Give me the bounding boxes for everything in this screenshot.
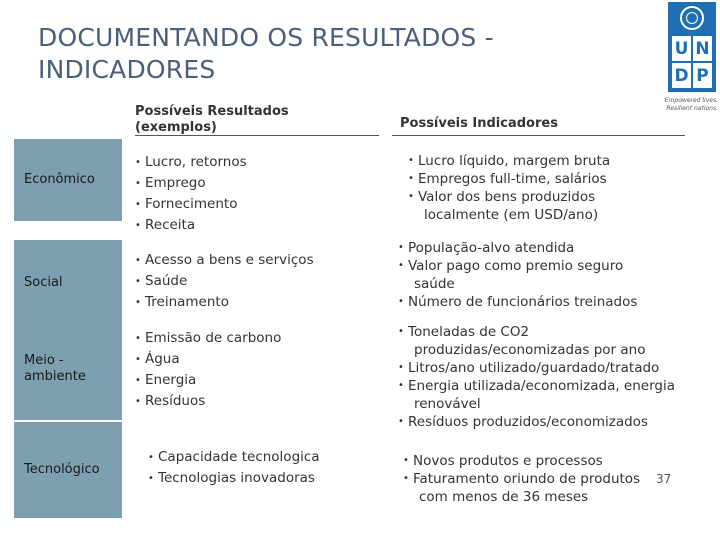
header-results: Possíveis Resultados (exemplos) [135, 104, 289, 135]
list-item: • Receita [135, 215, 385, 236]
slide-title: DOCUMENTANDO OS RESULTADOS - INDICADORES [38, 23, 494, 84]
item-text: Número de funcionários treinados [408, 294, 638, 310]
header-indicators-divider [392, 135, 685, 136]
category-economic [14, 139, 122, 221]
item-text: Litros/ano utilizado/guardado/tratado [408, 360, 660, 376]
results-list-economic [135, 152, 385, 236]
list-item: • Emissão de carbono [135, 328, 385, 349]
category-social [14, 240, 122, 326]
list-item: • Saúde [135, 271, 385, 292]
list-item [398, 293, 688, 311]
list-item [408, 170, 688, 188]
list-item: • Tecnologias inovadoras [148, 468, 388, 489]
indicators-list-technological [403, 452, 688, 506]
logo-letters [672, 36, 712, 88]
item-text: Lucro líquido, margem bruta [418, 153, 611, 169]
category-label: Social [24, 275, 63, 290]
list-item [408, 152, 688, 170]
category-label: Econômico [24, 172, 95, 187]
indicators-list-social [398, 239, 688, 311]
item-text: Valor pago como premio seguro [408, 258, 624, 274]
category-label: Meio - ambiente [24, 353, 86, 384]
list-item: • Lucro, retornos [135, 152, 385, 173]
item-continuation: com menos de 36 meses [419, 489, 589, 505]
list-item [398, 323, 690, 359]
item-text: Toneladas de CO2 [408, 324, 530, 340]
results-list-social [135, 250, 385, 313]
item-continuation: saúde [414, 276, 455, 292]
list-item: • Capacidade tecnologica [148, 447, 388, 468]
list-item [398, 359, 690, 377]
list-item: • Resíduos [135, 391, 385, 412]
list-item [398, 239, 688, 257]
header-results-divider [135, 135, 379, 136]
list-item: • Acesso a bens e serviços [135, 250, 385, 271]
indicators-list-environment [398, 323, 690, 431]
list-item [408, 188, 688, 224]
list-item [403, 452, 688, 470]
list-item: • Água [135, 349, 385, 370]
item-text: População-alvo atendida [408, 240, 575, 256]
item-text: Empregos full-time, salários [418, 171, 607, 187]
list-item [398, 377, 690, 413]
item-text: Novos produtos e processos [413, 453, 603, 469]
category-environment [14, 318, 122, 420]
header-indicators: Possíveis Indicadores [400, 116, 558, 131]
logo-letter: N [693, 36, 712, 61]
list-item [403, 470, 688, 506]
results-list-environment [135, 328, 385, 412]
slide-number: 37 [656, 472, 672, 486]
list-item: • Energia [135, 370, 385, 391]
item-text: Faturamento oriundo de produtos [413, 471, 641, 487]
item-text: Resíduos produzidos/economizados [408, 414, 648, 430]
logo-letter: P [693, 63, 712, 88]
list-item: • Fornecimento [135, 194, 385, 215]
list-item: • Treinamento [135, 292, 385, 313]
item-continuation: produzidas/economizadas por ano [414, 342, 646, 358]
indicators-list-economic [408, 152, 688, 224]
item-text: Energia utilizada/economizada, energia [408, 378, 676, 394]
list-item [398, 413, 690, 431]
logo-tagline: Empowered lives. Resilient nations. [664, 97, 718, 112]
category-technological [14, 422, 122, 518]
item-text: Valor dos bens produzidos [418, 189, 596, 205]
item-continuation: localmente (em USD/ano) [424, 207, 599, 223]
list-item [398, 257, 688, 293]
logo-letter: D [672, 63, 691, 88]
category-label: Tecnológico [24, 462, 100, 477]
un-emblem-icon [680, 6, 704, 30]
list-item: • Emprego [135, 173, 385, 194]
undp-logo [668, 2, 716, 92]
logo-letter: U [672, 36, 691, 61]
results-list-technological [148, 447, 388, 489]
item-continuation: renovável [414, 396, 481, 412]
